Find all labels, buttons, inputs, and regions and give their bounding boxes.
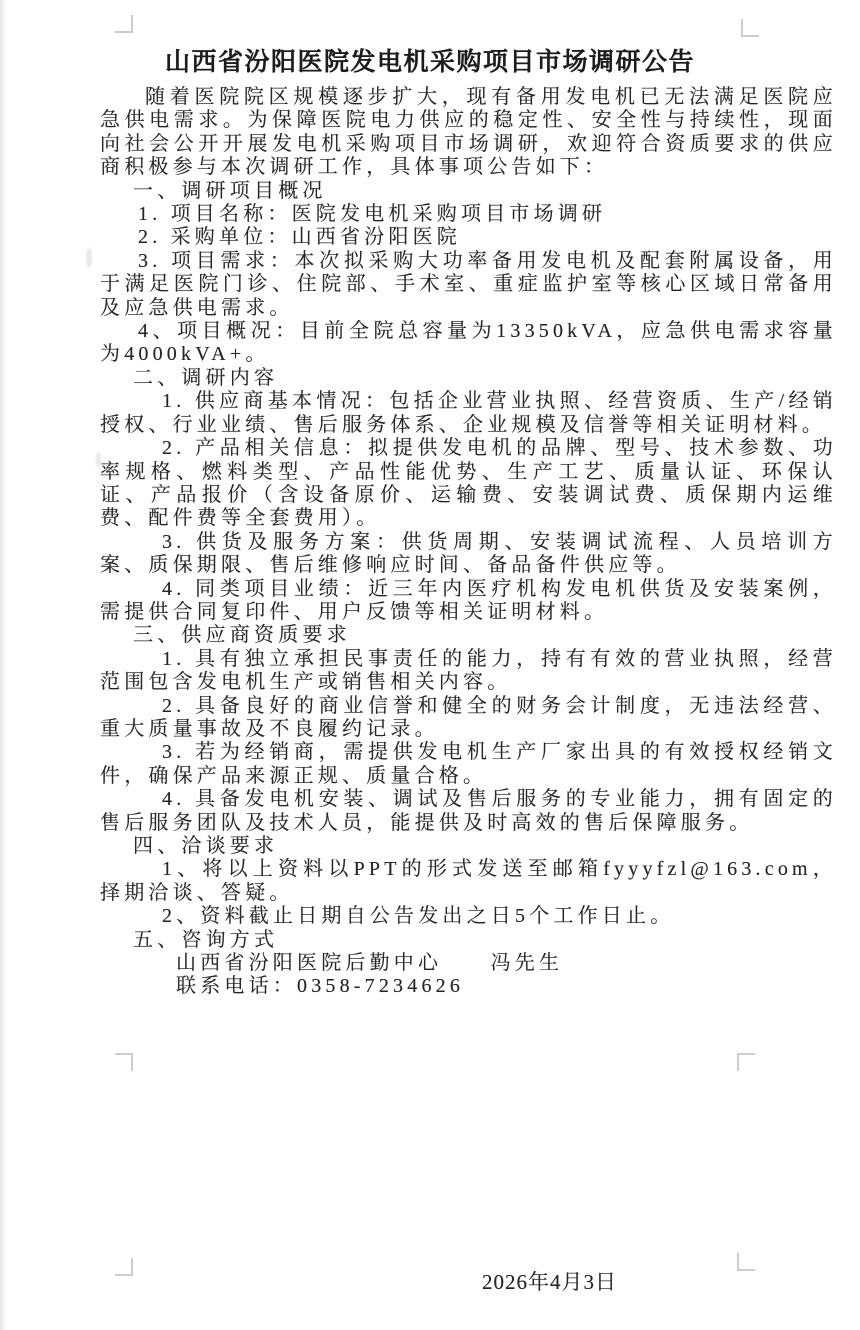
section-3-heading: 三、供应商资质要求	[133, 624, 351, 647]
section-1-item-4: 4、项目概况：目前全院总容量为13350kVA，应急供电需求容量为4000kVA+。	[100, 320, 837, 366]
document-body	[100, 86, 837, 999]
crop-mark-page2-top-right	[737, 1253, 755, 1271]
contact-line-department: 山西省汾阳医院后勤中心 冯先生	[176, 952, 564, 975]
section-1-heading: 一、调研项目概况	[133, 179, 327, 202]
section-1-item-3: 3. 项目需求：本次拟采购大功率备用发电机及配套附属设备，用于满足医院门诊、住院部、手术室、重症监护室等核心区域日常备用及应急供电需求。	[100, 249, 837, 319]
section-2-item-1: 1. 供应商基本情况：包括企业营业执照、经营资质、生产/经销授权、行业业绩、售后服务体系、企业规模及信誉等相关证明材料。	[100, 390, 837, 436]
contact-line-phone: 联系电话：0358-7234626	[176, 975, 465, 998]
section-3-item-4: 4. 具备发电机安装、调试及售后服务的专业能力，拥有固定的售后服务团队及技术人员，能提供及时高效的售后保障服务。	[100, 788, 837, 834]
document-date: 2026年4月3日	[482, 1270, 617, 1294]
section-2-item-4: 4. 同类项目业绩：近三年内医疗机构发电机供货及安装案例，需提供合同复印件、用户反馈等相关证明材料。	[100, 577, 837, 623]
section-4-item-2: 2、资料截止日期自公告发出之日5个工作日止。	[162, 905, 675, 928]
crop-mark-top-right	[741, 19, 759, 37]
section-5-heading: 五、咨询方式	[133, 928, 279, 951]
section-1-item-1: 1. 项目名称：医院发电机采购项目市场调研	[138, 203, 607, 226]
crop-mark-bottom-left	[115, 1053, 133, 1071]
document-title: 山西省汾阳医院发电机采购项目市场调研公告	[164, 49, 695, 76]
section-4-item-1: 1、将以上资料以PPT的形式发送至邮箱fyyyfzl@163.com，择期洽谈、答疑。	[100, 858, 837, 904]
crop-mark-top-left	[115, 15, 133, 33]
section-2-item-3: 3. 供货及服务方案：供货周期、安装调试流程、人员培训方案、质保期限、售后维修响应时间、备品备件供应等。	[100, 530, 837, 577]
intro-paragraph: 随着医院院区规模逐步扩大，现有备用发电机已无法满足医院应急供电需求。为保障医院电力供应的稳定性、安全性与持续性，现面向社会公开开展发电机采购项目市场调研，欢迎符合资质要求的供应商积极参与本次调研工作，具体事项公告如下：	[100, 86, 837, 179]
section-2-heading: 二、调研内容	[133, 366, 279, 389]
section-3-item-3: 3. 若为经销商，需提供发电机生产厂家出具的有效授权经销文件，确保产品来源正规、质量合格。	[100, 741, 837, 787]
paper-smudge	[86, 248, 92, 268]
section-3-item-1: 1. 具有独立承担民事责任的能力，持有有效的营业执照，经营范围包含发电机生产或销售相关内容。	[100, 647, 837, 694]
section-4-heading: 四、洽谈要求	[133, 835, 279, 857]
section-3-item-2: 2. 具备良好的商业信誉和健全的财务会计制度，无违法经营、重大质量事故及不良履约记录。	[100, 694, 837, 740]
photo-edge-shadow	[0, 0, 6, 1330]
crop-mark-bottom-right	[737, 1053, 755, 1071]
crop-mark-page2-top-left	[115, 1258, 133, 1276]
section-2-item-2: 2. 产品相关信息：拟提供发电机的品牌、型号、技术参数、功率规格、燃料类型、产品性能优势、生产工艺、质量认证、环保认证、产品报价（含设备原价、运输费、安装调试费、质保期内运维费、配件费等全套费用）。	[100, 437, 837, 530]
section-1-item-2: 2. 采购单位：山西省汾阳医院	[138, 226, 461, 249]
